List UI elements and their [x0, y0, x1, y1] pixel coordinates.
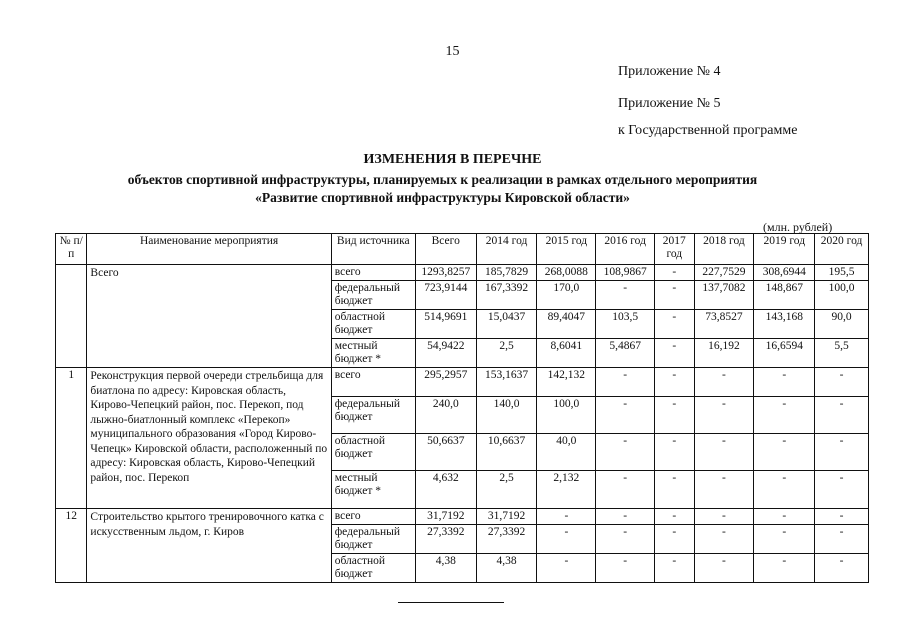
value-year: 195,5 [815, 265, 869, 281]
row-number: 1 [56, 368, 87, 509]
value-year: - [655, 281, 695, 310]
document-title: ИЗМЕНЕНИЯ В ПЕРЕЧНЕ [363, 152, 542, 167]
value-year: - [537, 525, 596, 554]
table-header-row [56, 234, 869, 265]
value-total: 50,6637 [415, 434, 476, 471]
value-year: - [537, 554, 596, 583]
header-2014: 2014 год [476, 234, 537, 265]
funding-source: областной бюджет [331, 310, 415, 339]
value-total: 27,3392 [415, 525, 476, 554]
value-year: 167,3392 [476, 281, 537, 310]
value-year: 100,0 [815, 281, 869, 310]
value-year: - [596, 554, 655, 583]
units-label: (млн. рублей) [763, 220, 833, 234]
value-total: 240,0 [415, 397, 476, 434]
funding-source: местный бюджет * [331, 471, 415, 509]
value-year: 40,0 [537, 434, 596, 471]
appendix-4-label: Приложение № 4 [618, 64, 721, 79]
value-year: - [655, 509, 695, 525]
value-year: 153,1637 [476, 368, 537, 397]
value-year: 73,8527 [694, 310, 754, 339]
header-2020: 2020 год [815, 234, 869, 265]
value-year: 8,6041 [537, 339, 596, 368]
value-year: - [596, 281, 655, 310]
value-year: 16,6594 [754, 339, 815, 368]
header-2016: 2016 год [596, 234, 655, 265]
value-year: 10,6637 [476, 434, 537, 471]
funding-source: местный бюджет * [331, 339, 415, 368]
value-year: 170,0 [537, 281, 596, 310]
value-year: - [655, 397, 695, 434]
value-total: 31,7192 [415, 509, 476, 525]
value-year: 27,3392 [476, 525, 537, 554]
value-year: - [655, 265, 695, 281]
value-year: - [655, 525, 695, 554]
value-year: - [815, 471, 869, 509]
document-subtitle-line-2: «Развитие спортивной инфраструктуры Кировской области» [255, 190, 630, 205]
header-2015: 2015 год [537, 234, 596, 265]
measure-name: Строительство крытого тренировочного катка с искусственным льдом, г. Киров [87, 509, 331, 583]
funding-source: всего [331, 368, 415, 397]
value-year: 2,5 [476, 339, 537, 368]
value-year: 4,38 [476, 554, 537, 583]
value-year: - [596, 397, 655, 434]
value-year: 308,6944 [754, 265, 815, 281]
program-reference: к Государственной программе [618, 123, 798, 138]
value-year: - [655, 339, 695, 368]
value-year: - [655, 368, 695, 397]
row-number: 12 [56, 509, 87, 583]
value-year: - [694, 434, 754, 471]
header-num: № п/п [56, 234, 87, 265]
value-year: - [754, 509, 815, 525]
value-year: - [815, 509, 869, 525]
value-year: - [694, 471, 754, 509]
value-year: 142,132 [537, 368, 596, 397]
value-year: 2,5 [476, 471, 537, 509]
value-year: - [815, 554, 869, 583]
row-number [56, 265, 87, 368]
value-year: - [694, 368, 754, 397]
header-2018: 2018 год [694, 234, 754, 265]
value-year: - [754, 434, 815, 471]
funding-source: федеральный бюджет [331, 525, 415, 554]
value-year: - [694, 525, 754, 554]
header-2017: 2017 год [655, 234, 695, 265]
measure-name: Реконструкция первой очереди стрельбища для биатлона по адресу: Кировская область, Кирово-Чепецкий район, пос. Перекоп, под лыжно-биатлонный комплекс «Перекоп» муниципального образования «Город Кирово-Чепецк» Кировской области, расположенный по адресу: Кировская область, Кирово-Чепецкий район, пос. Перекоп [87, 368, 331, 509]
value-year: - [655, 554, 695, 583]
value-year: 2,132 [537, 471, 596, 509]
value-year: - [815, 434, 869, 471]
value-year: 143,168 [754, 310, 815, 339]
value-year: 15,0437 [476, 310, 537, 339]
value-total: 1293,8257 [415, 265, 476, 281]
value-year: - [754, 368, 815, 397]
value-year: - [596, 471, 655, 509]
table-row [56, 509, 869, 525]
value-year: - [694, 554, 754, 583]
footnote-separator [398, 602, 504, 603]
funding-source: федеральный бюджет [331, 397, 415, 434]
value-year: 108,9867 [596, 265, 655, 281]
table-row [56, 265, 869, 281]
funding-source: областной бюджет [331, 554, 415, 583]
value-year: 100,0 [537, 397, 596, 434]
table-body [56, 265, 869, 583]
value-total: 4,632 [415, 471, 476, 509]
value-year: - [596, 368, 655, 397]
funding-source: федеральный бюджет [331, 281, 415, 310]
value-year: - [694, 397, 754, 434]
value-year: 5,4867 [596, 339, 655, 368]
header-2019: 2019 год [754, 234, 815, 265]
value-year: 137,7082 [694, 281, 754, 310]
value-year: 185,7829 [476, 265, 537, 281]
value-year: 89,4047 [537, 310, 596, 339]
funding-source: всего [331, 509, 415, 525]
value-year: 31,7192 [476, 509, 537, 525]
header-name: Наименование мероприятия [87, 234, 331, 265]
header-source: Вид источника [331, 234, 415, 265]
value-year: - [655, 471, 695, 509]
value-year: 90,0 [815, 310, 869, 339]
funding-source: областной бюджет [331, 434, 415, 471]
value-total: 514,9691 [415, 310, 476, 339]
value-year: 5,5 [815, 339, 869, 368]
document-subtitle-line-1: объектов спортивной инфраструктуры, планируемых к реализации в рамках отдельного мероприятия [127, 172, 758, 187]
value-year: - [596, 434, 655, 471]
value-year: - [754, 397, 815, 434]
value-year: 268,0088 [537, 265, 596, 281]
appendix-5-label: Приложение № 5 [618, 96, 721, 111]
measure-name: Всего [87, 265, 331, 368]
funding-source: всего [331, 265, 415, 281]
value-year: - [596, 509, 655, 525]
value-year: 103,5 [596, 310, 655, 339]
value-year: - [655, 310, 695, 339]
value-year: - [596, 525, 655, 554]
value-year: - [537, 509, 596, 525]
changes-table [55, 233, 869, 583]
value-year: - [754, 471, 815, 509]
value-year: - [815, 368, 869, 397]
value-year: - [754, 525, 815, 554]
value-total: 295,2957 [415, 368, 476, 397]
value-year: 16,192 [694, 339, 754, 368]
value-year: - [655, 434, 695, 471]
value-total: 4,38 [415, 554, 476, 583]
value-year: - [754, 554, 815, 583]
value-total: 54,9422 [415, 339, 476, 368]
value-year: 148,867 [754, 281, 815, 310]
page-number: 15 [445, 44, 460, 59]
table-row [56, 368, 869, 397]
value-total: 723,9144 [415, 281, 476, 310]
value-year: 140,0 [476, 397, 537, 434]
value-year: - [815, 525, 869, 554]
header-total: Всего [415, 234, 476, 265]
value-year: 227,7529 [694, 265, 754, 281]
value-year: - [694, 509, 754, 525]
value-year: - [815, 397, 869, 434]
